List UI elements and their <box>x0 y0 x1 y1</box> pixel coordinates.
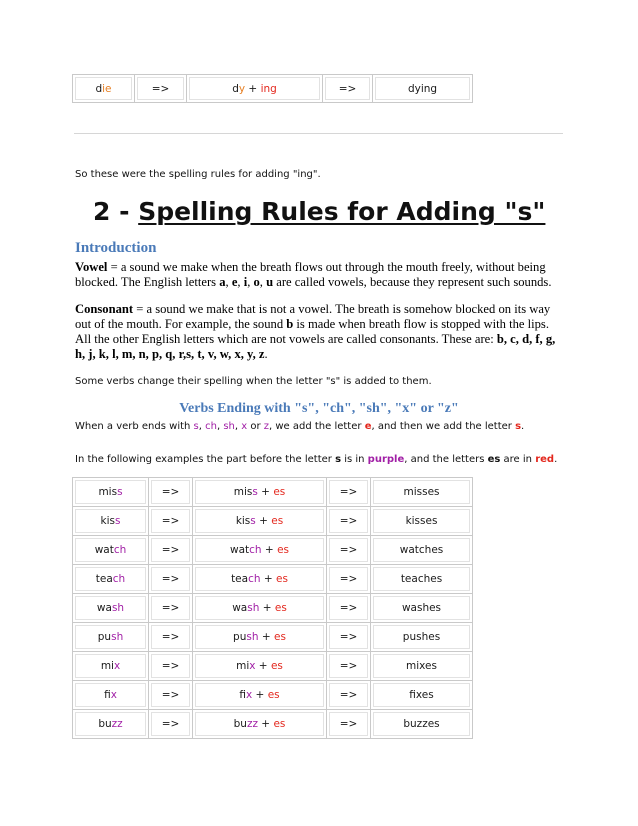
formula-cell: kiss + es <box>193 507 327 536</box>
table-row <box>73 565 473 594</box>
arrow-cell: => <box>135 75 187 103</box>
formula-cell: fix + es <box>193 681 327 710</box>
arrow-cell: => <box>149 652 193 681</box>
result-cell: buzzes <box>371 710 473 739</box>
table-row <box>73 623 473 652</box>
base-verb-cell: miss <box>73 478 149 507</box>
table-row <box>73 652 473 681</box>
result-cell: dying <box>373 75 473 103</box>
arrow-cell: => <box>149 536 193 565</box>
base-verb-cell: buzz <box>73 710 149 739</box>
result-cell: teaches <box>371 565 473 594</box>
examples-note: In the following examples the part before the letter s is in purple, and the letters es are in red. <box>75 454 558 465</box>
formula-cell: buzz + es <box>193 710 327 739</box>
base-verb-cell: mix <box>73 652 149 681</box>
consonant-paragraph: Consonant = a sound we make that is not a vowel. The breath is somehow blocked on its way out of the mouth. For example, the sound b is made when breath flow is stopped with the lips. All the other English letters which are not vowels are called consonants. These are: b, c, d, f, g, h, j, k, l, m, n, p, q, r,s, t, v, w, x, y, z. <box>75 302 556 361</box>
arrow-cell: => <box>327 623 371 652</box>
result-cell: misses <box>371 478 473 507</box>
base-verb-cell: fix <box>73 681 149 710</box>
ing-rule-table <box>72 74 473 103</box>
divider <box>74 133 563 134</box>
arrow-cell: => <box>149 681 193 710</box>
base-verb-cell: teach <box>73 565 149 594</box>
es-rule-table <box>72 477 473 739</box>
result-cell: pushes <box>371 623 473 652</box>
formula-cell: push + es <box>193 623 327 652</box>
result-cell: kisses <box>371 507 473 536</box>
formula-cell: watch + es <box>193 536 327 565</box>
table-row <box>73 681 473 710</box>
table-row <box>73 594 473 623</box>
arrow-cell: => <box>149 710 193 739</box>
table-row <box>73 710 473 739</box>
arrow-cell: => <box>149 565 193 594</box>
intro-heading: Introduction <box>75 240 157 256</box>
arrow-cell: => <box>327 681 371 710</box>
summary-line: So these were the spelling rules for adding "ing". <box>75 169 321 180</box>
change-line: Some verbs change their spelling when the letter "s" is added to them. <box>75 376 432 387</box>
arrow-cell: => <box>327 565 371 594</box>
rule-line: When a verb ends with s, ch, sh, x or z, we add the letter e, and then we add the letter s. <box>75 421 525 432</box>
arrow-cell: => <box>327 594 371 623</box>
formula-cell: mix + es <box>193 652 327 681</box>
base-verb-cell: kiss <box>73 507 149 536</box>
table-row <box>73 536 473 565</box>
result-cell: fixes <box>371 681 473 710</box>
section-title: 2 - Spelling Rules for Adding "s" <box>93 197 546 226</box>
table-row <box>73 478 473 507</box>
vowel-paragraph: Vowel = a sound we make when the breath flows out through the mouth freely, without being blocked. The English letters a, e, i, o, u are called vowels, because they represent such sounds. <box>75 260 552 289</box>
base-verb-cell: wash <box>73 594 149 623</box>
arrow-cell: => <box>327 536 371 565</box>
subheading: Verbs Ending with "s", "ch", "sh", "x" or "z" <box>179 401 459 416</box>
arrow-cell: => <box>327 652 371 681</box>
arrow-cell: => <box>327 710 371 739</box>
arrow-cell: => <box>149 507 193 536</box>
result-cell: mixes <box>371 652 473 681</box>
base-verb-cell: die <box>73 75 135 103</box>
formula-cell: miss + es <box>193 478 327 507</box>
arrow-cell: => <box>149 623 193 652</box>
base-verb-cell: push <box>73 623 149 652</box>
formula-cell: dy + ing <box>187 75 323 103</box>
table-row <box>73 75 473 103</box>
arrow-cell: => <box>327 478 371 507</box>
arrow-cell: => <box>323 75 373 103</box>
formula-cell: wash + es <box>193 594 327 623</box>
base-verb-cell: watch <box>73 536 149 565</box>
arrow-cell: => <box>327 507 371 536</box>
arrow-cell: => <box>149 594 193 623</box>
result-cell: washes <box>371 594 473 623</box>
result-cell: watches <box>371 536 473 565</box>
formula-cell: teach + es <box>193 565 327 594</box>
arrow-cell: => <box>149 478 193 507</box>
table-row <box>73 507 473 536</box>
